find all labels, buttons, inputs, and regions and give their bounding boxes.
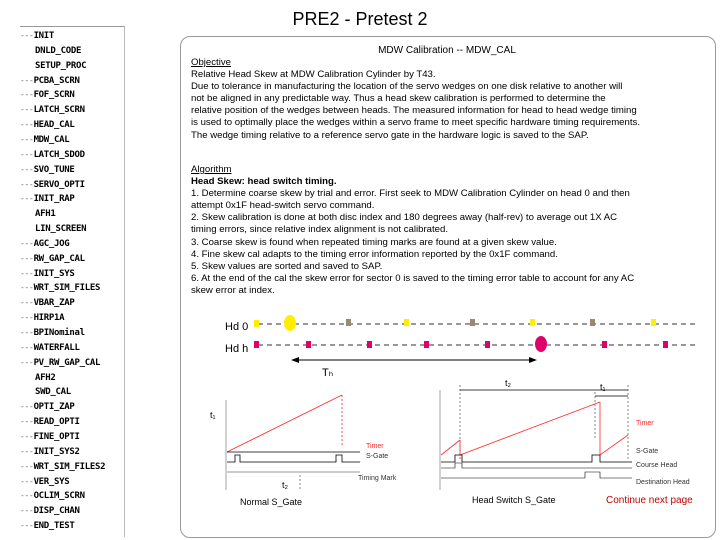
sidebar-item[interactable]: --- OPTI_ZAP <box>20 402 75 412</box>
sidebar-item[interactable]: --- OCLIM_SCRN <box>20 491 85 501</box>
sidebar-item[interactable]: --- END_TEST <box>20 521 75 531</box>
sidebar-item[interactable]: --- DISP_CHAN <box>20 506 80 516</box>
sidebar-item[interactable]: --- PCBA_SCRN <box>20 76 80 86</box>
objective-line: is used to optimally place the wedges within a servo frame to meet specific hardware timing requirements. <box>191 117 640 129</box>
th-arrow-head-right <box>529 357 537 363</box>
hd0-wedge <box>590 319 595 326</box>
algorithm-line: 5. Skew values are sorted and saved to SAP. <box>191 260 383 272</box>
t2-small-label: t₂ <box>282 480 288 490</box>
hd0-wedge <box>651 319 656 326</box>
sidebar-item[interactable]: --- WRT_SIM_FILES <box>20 283 100 293</box>
slide-title: PRE2 - Pretest 2 <box>292 9 428 29</box>
sidebar-item[interactable]: --- INIT <box>20 31 54 41</box>
hdh-wedge <box>306 341 311 348</box>
sidebar-item[interactable]: --- RW_GAP_CAL <box>20 254 85 264</box>
sidebar-item[interactable]: --- FINE_OPTI <box>20 432 80 442</box>
th-arrow-head-left <box>291 357 299 363</box>
right-destination-head <box>441 472 632 478</box>
sidebar-item[interactable]: AFH2 <box>35 372 56 383</box>
sidebar-item[interactable]: --- LATCH_SDOD <box>20 150 85 160</box>
sidebar-item[interactable]: --- INIT_SYS2 <box>20 447 80 457</box>
left-timer-ramp <box>227 395 342 452</box>
algorithm-line: attempt 0x1F head-switch servo command. <box>191 200 375 212</box>
sidebar-item[interactable]: --- VBAR_ZAP <box>20 298 75 308</box>
sidebar-item[interactable]: SWD_CAL <box>35 387 71 398</box>
t2-label: t₂ <box>505 378 511 388</box>
left-sgate-pulse <box>227 455 360 462</box>
hdh-wedge <box>424 341 429 348</box>
sidebar-item[interactable]: --- FOF_SCRN <box>20 90 75 100</box>
head-switch-caption: Head Switch S_Gate <box>472 495 556 505</box>
sidebar-item[interactable]: --- HEAD_CAL <box>20 120 75 130</box>
objective-line: The wedge timing relative to a reference servo gate in the hardware logic is saved to the SAP. <box>191 129 589 141</box>
hd0-index-mark <box>284 315 296 331</box>
objective-line: not be aligned in any predictable way. Thus a head skew calibration is performed to determine the <box>191 93 606 105</box>
algorithm-line: 6. At the end of the cal the skew error for sector 0 is saved to the timing error table to account for any AC <box>191 272 635 284</box>
normal-sgate-caption: Normal S_Gate <box>240 497 303 507</box>
right-course-head <box>441 463 632 468</box>
right-sgate-pulse <box>441 455 632 462</box>
sgate-label-right: S-Gate <box>636 448 659 455</box>
panel-heading: MDW Calibration -- MDW_CAL <box>378 45 516 56</box>
right-timer-ramp <box>600 402 628 455</box>
timing-mark-label: Timing Mark <box>358 475 397 482</box>
hd0-wedge <box>346 319 351 326</box>
sidebar-item[interactable]: --- SERVO_OPTI <box>20 180 85 190</box>
t1-label: t₁ <box>210 410 216 420</box>
objective-line: relative position of the wedges between heads. The measured information for head to head wedge timing <box>191 105 637 117</box>
sidebar-item[interactable]: --- VER_SYS <box>20 477 69 487</box>
sgate-label-left: S-Gate <box>366 453 389 460</box>
sidebar-item[interactable]: --- INIT_RAP <box>20 194 75 204</box>
hd0-wedge <box>404 319 409 326</box>
algorithm-label: Algorithm <box>191 164 232 175</box>
course-head-label: Course Head <box>636 462 678 469</box>
hdh-wedge <box>485 341 490 348</box>
sidebar-item[interactable]: --- INIT_SYS <box>20 269 75 279</box>
algorithm-line: 2. Skew calibration is done at both disc index and 180 degrees away (half-rev) to average out 1X AC <box>191 212 618 224</box>
algorithm-title: Head Skew: head switch timing. <box>191 176 337 188</box>
algorithm-line: 3. Coarse skew is found when repeated timing marks are found at a given skew value. <box>191 236 557 248</box>
sidebar-item[interactable]: LIN_SCREEN <box>35 224 87 235</box>
sidebar-item[interactable]: --- MDW_CAL <box>20 135 69 145</box>
right-timer-ramp <box>460 402 600 455</box>
hdh-wedge <box>663 341 668 348</box>
sidebar-item[interactable]: AFH1 <box>35 209 56 220</box>
sidebar-item[interactable]: --- BPINominal <box>20 328 85 338</box>
right-timer-ramp <box>441 440 460 455</box>
sidebar-item[interactable]: --- SVO_TUNE <box>20 165 75 175</box>
hdh-wedge <box>367 341 372 348</box>
sidebar-item[interactable]: --- LATCH_SCRN <box>20 105 85 115</box>
hd0-wedge <box>254 320 259 327</box>
timer-label-right: Timer <box>636 420 654 427</box>
hdh-label: Hd h <box>225 343 249 355</box>
timer-label-left: Timer <box>366 443 384 450</box>
hd0-wedge <box>470 319 475 326</box>
continue-next-page-link[interactable]: Continue next page <box>606 495 693 506</box>
algorithm-line: 4. Fine skew cal adapts to the timing error information reported by the 0x1F command. <box>191 248 558 260</box>
objective-line: Relative Head Skew at MDW Calibration Cylinder by T43. <box>191 69 436 81</box>
destination-head-label: Destination Head <box>636 479 690 486</box>
hd0-label: Hd 0 <box>225 321 249 333</box>
algorithm-line: timing errors, since relative index alignment is not calibrated. <box>191 224 449 236</box>
algorithm-line: skew error at index. <box>191 284 275 296</box>
sidebar-item[interactable]: --- WATERFALL <box>20 343 80 353</box>
sidebar-item[interactable]: --- AGC_JOG <box>20 239 69 249</box>
hd0-wedge <box>530 319 535 326</box>
t1-right-label: t₁ <box>600 382 606 392</box>
hdh-index-mark <box>535 336 547 352</box>
objective-line: Due to tolerance in manufacturing the location of the servo wedges on one disk relative to another will <box>191 81 623 93</box>
th-label: Tₕ <box>322 367 334 379</box>
sidebar-item[interactable]: --- PV_RW_GAP_CAL <box>20 358 100 368</box>
hdh-wedge <box>254 341 259 348</box>
sidebar-item[interactable]: SETUP_PROC <box>35 60 87 71</box>
hdh-wedge <box>602 341 607 348</box>
algorithm-line: 1. Determine coarse skew by trial and error. First seek to MDW Calibration Cylinder on head 0 and then <box>191 188 630 200</box>
sidebar-item[interactable]: --- READ_OPTI <box>20 417 80 427</box>
objective-label: Objective <box>191 57 231 68</box>
sidebar-item[interactable]: --- WRT_SIM_FILES2 <box>20 462 105 472</box>
sidebar-item[interactable]: --- HIRP1A <box>20 313 64 323</box>
sidebar-item[interactable]: DNLD_CODE <box>35 45 82 56</box>
